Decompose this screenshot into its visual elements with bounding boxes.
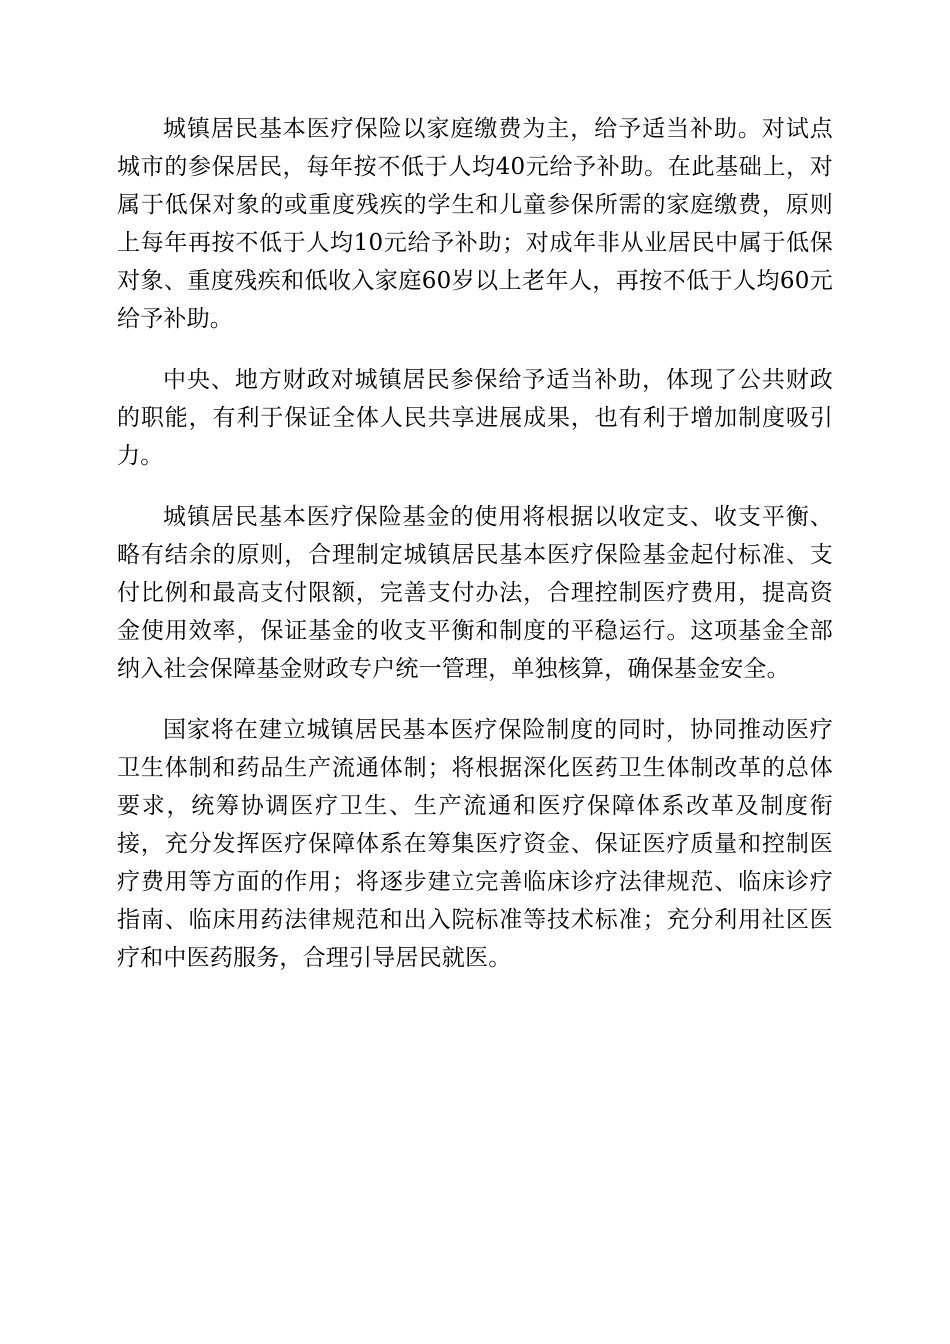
paragraph-system-reform: 国家将在建立城镇居民基本医疗保险制度的同时，协同推动医疗卫生体制和药品生产流通体制；将根据深化医药卫生体制改革的总体要求，统筹协调医疗卫生、生产流通和医疗保障体系改革及制度衔接，充分发挥医疗保障体系在筹集医疗资金、保证医疗质量和控制医疗费用等方面的作用；将逐步建立完善临床诊疗法律规范、临床诊疗指南、临床用药法律规范和出入院标准等技术标准；充分利用社区医疗和中医药服务，合理引导居民就医。 xyxy=(117,717,833,971)
document-body xyxy=(117,110,833,977)
paragraph-fund-usage: 城镇居民基本医疗保险基金的使用将根据以收定支、收支平衡、略有结余的原则，合理制定城镇居民基本医疗保险基金起付标准、支付比例和最高支付限额，完善支付办法，合理控制医疗费用，提高资金使用效率，保证基金的收支平衡和制度的平稳运行。这项基金全部纳入社会保障基金财政专户统一管理，单独核算，确保基金安全。 xyxy=(117,504,833,682)
paragraph-resident-subsidy: 城镇居民基本医疗保险以家庭缴费为主，给予适当补助。对试点城市的参保居民，每年按不低于人均40元给予补助。在此基础上，对属于低保对象的或重度残疾的学生和儿童参保所需的家庭缴费，原则上每年再按不低于人均10元给予补助；对成年非从业居民中属于低保对象、重度残疾和低收入家庭60岁以上老年人，再按不低于人均60元给予补助。 xyxy=(117,116,833,332)
paragraph-fiscal-support: 中央、地方财政对城镇居民参保给予适当补助，体现了公共财政的职能，有利于保证全体人民共享进展成果，也有利于增加制度吸引力。 xyxy=(117,367,833,469)
